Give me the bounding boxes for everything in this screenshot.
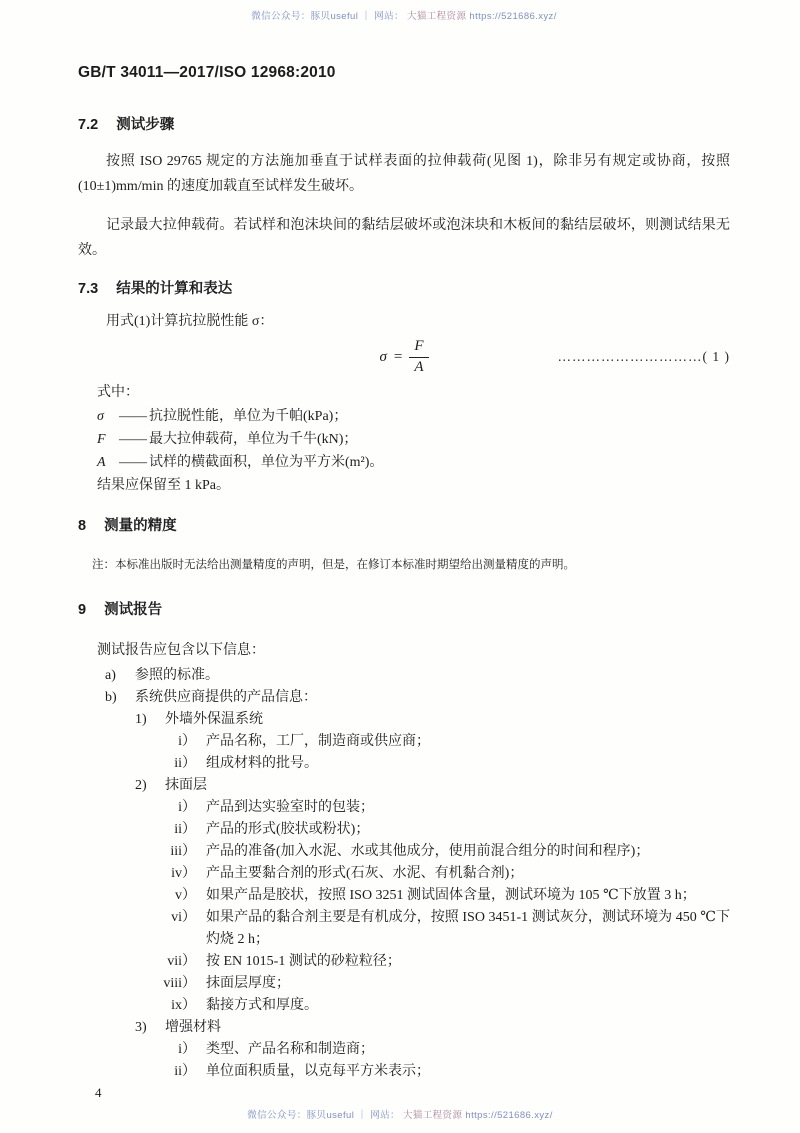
report-item	[78, 907, 730, 951]
watermark-divider: ｜	[357, 1110, 368, 1121]
report-list	[78, 665, 730, 1083]
item-text: 增强材料	[165, 1020, 221, 1035]
calculation-intro: 用式(1)计算抗拉脱性能 σ：	[106, 314, 274, 329]
watermark-footer	[0, 1107, 800, 1121]
fraction	[409, 338, 428, 376]
report-item	[78, 885, 730, 907]
watermark-url: https://521686.xyz/	[465, 1110, 553, 1121]
item-text: 类型、产品名称和制造商；	[206, 1042, 374, 1057]
precision-note: 注：本标准出版时无法给出测量精度的声明，但是，在修订本标准时期望给出测量精度的声明。	[92, 559, 575, 571]
item-marker: 2)	[135, 778, 147, 793]
item-marker: i）	[178, 1042, 196, 1057]
report-item	[78, 687, 730, 709]
item-marker: b)	[105, 690, 117, 705]
watermark-site-label: 网站：	[374, 11, 404, 22]
formula-equals: =	[393, 348, 403, 365]
section-heading-8	[78, 514, 730, 535]
item-marker: ii）	[174, 822, 196, 837]
item-text: 产品名称，工厂，制造商或供应商；	[206, 734, 430, 749]
item-text: 系统供应商提供的产品信息：	[135, 690, 317, 705]
section-number: 8	[78, 518, 87, 534]
item-marker: 3)	[135, 1020, 147, 1035]
watermark-url: https://521686.xyz/	[469, 11, 557, 22]
section-number: 9	[78, 602, 87, 618]
page-number: 4	[95, 1085, 102, 1100]
formula-block	[78, 335, 730, 379]
report-item	[78, 819, 730, 841]
report-item	[78, 665, 730, 687]
equation-number	[558, 349, 731, 365]
item-marker: i）	[178, 734, 196, 749]
definition-row-sigma	[78, 405, 730, 428]
section-title: 结果的计算和表达	[116, 281, 233, 297]
item-marker: iv）	[171, 866, 196, 881]
item-text: 组成材料的批号。	[206, 756, 318, 771]
definition-row-a	[78, 451, 730, 474]
item-text: 黏接方式和厚度。	[206, 998, 318, 1013]
item-marker: vi）	[171, 910, 196, 925]
definition-symbol: σ	[97, 409, 104, 424]
item-text: 抹面层厚度；	[206, 976, 290, 991]
definition-dash: ——	[119, 432, 147, 447]
watermark-site-name: 大猫工程资源	[406, 11, 467, 22]
report-item	[78, 995, 730, 1017]
item-text: 如果产品是胶状，按照 ISO 3251 测试固体含量，测试环境为 105 ℃下放置 3 h；	[206, 888, 696, 903]
report-intro: 测试报告应包含以下信息：	[97, 643, 265, 658]
fraction-denominator: A	[414, 358, 424, 375]
item-marker: ix）	[171, 998, 196, 1013]
item-text: 产品的形式(胶状或粉状)；	[206, 822, 370, 837]
formula-lhs: σ	[379, 348, 387, 365]
equation-dots: …………………………	[557, 349, 703, 364]
item-marker: viii）	[163, 976, 196, 991]
item-text: 产品到达实验室时的包装；	[206, 800, 374, 815]
definition-row-f	[78, 428, 730, 451]
item-text: 参照的标准。	[135, 668, 219, 683]
section-number: 7.3	[78, 281, 99, 297]
report-item	[78, 1061, 730, 1083]
item-marker: ii）	[174, 756, 196, 771]
item-text: 如果产品的黏合剂主要是有机成分，按照 ISO 3451-1 测试灰分，测试环境为 450 ℃下灼烧 2 h；	[206, 910, 730, 947]
formula	[379, 338, 428, 376]
item-marker: a)	[105, 668, 116, 683]
report-item	[78, 951, 730, 973]
section-title: 测量的精度	[104, 518, 177, 534]
report-item	[78, 753, 730, 775]
section-heading-7-3	[78, 277, 730, 298]
report-item	[78, 797, 730, 819]
item-text: 按 EN 1015-1 测试的砂粒粒径；	[206, 954, 401, 969]
section-title: 测试报告	[104, 602, 163, 618]
item-marker: ii）	[174, 1064, 196, 1079]
definition-symbol: A	[97, 455, 106, 470]
report-item	[78, 709, 730, 731]
definition-text: 抗拉脱性能，单位为千帕(kPa)；	[149, 409, 348, 424]
watermark-divider: ｜	[361, 11, 372, 22]
report-item	[78, 1017, 730, 1039]
fraction-numerator: F	[409, 338, 428, 357]
report-item	[78, 841, 730, 863]
procedure-paragraph-2: 记录最大拉伸载荷。若试样和泡沫块间的黏结层破坏或泡沫块和木板间的黏结层破坏，则测试结果无效。	[78, 218, 730, 258]
definition-dash: ——	[119, 455, 147, 470]
report-item	[78, 775, 730, 797]
definition-text: 试样的横截面积，单位为平方米(m²)。	[149, 455, 384, 470]
section-title: 测试步骤	[116, 117, 175, 133]
item-marker: iii）	[170, 844, 196, 859]
definition-text: 最大拉伸载荷，单位为千牛(kN)；	[149, 432, 358, 447]
item-text: 产品主要黏合剂的形式(石灰、水泥、有机黏合剂)；	[206, 866, 524, 881]
standard-number: GB/T 34011—2017/ISO 12968:2010	[78, 64, 336, 81]
watermark-wechat: 微信公众号：豚贝useful	[251, 11, 359, 22]
definition-symbol: F	[97, 432, 106, 447]
watermark-site-name: 大猫工程资源	[402, 1110, 463, 1121]
item-marker: 1)	[135, 712, 147, 727]
procedure-paragraph-1: 按照 ISO 29765 规定的方法施加垂直于试样表面的拉伸载荷(见图 1)，除非另有规定或协商，按照(10±1)mm/min 的速度加载直至试样发生破坏。	[78, 154, 730, 194]
report-item	[78, 1039, 730, 1061]
definition-dash: ——	[119, 409, 147, 424]
item-marker: v）	[175, 888, 196, 903]
section-heading-7-2	[78, 113, 730, 134]
item-text: 抹面层	[165, 778, 207, 793]
report-item	[78, 731, 730, 753]
watermark-site-label: 网站：	[370, 1110, 400, 1121]
report-item	[78, 973, 730, 995]
item-marker: vii）	[167, 954, 196, 969]
watermark-header	[78, 8, 730, 22]
item-text: 产品的准备(加入水泥、水或其他成分，使用前混合组分的时间和程序)；	[206, 844, 650, 859]
equation-label: ( 1 )	[702, 349, 730, 364]
report-item	[78, 863, 730, 885]
item-text: 外墙外保温系统	[165, 712, 263, 727]
item-text: 单位面积质量，以克每平方米表示；	[206, 1064, 430, 1079]
result-note: 结果应保留至 1 kPa。	[97, 478, 230, 493]
section-heading-9	[78, 598, 730, 619]
item-marker: i）	[178, 800, 196, 815]
section-number: 7.2	[78, 117, 99, 133]
where-label: 式中：	[97, 385, 139, 400]
watermark-wechat: 微信公众号：豚贝useful	[247, 1110, 355, 1121]
